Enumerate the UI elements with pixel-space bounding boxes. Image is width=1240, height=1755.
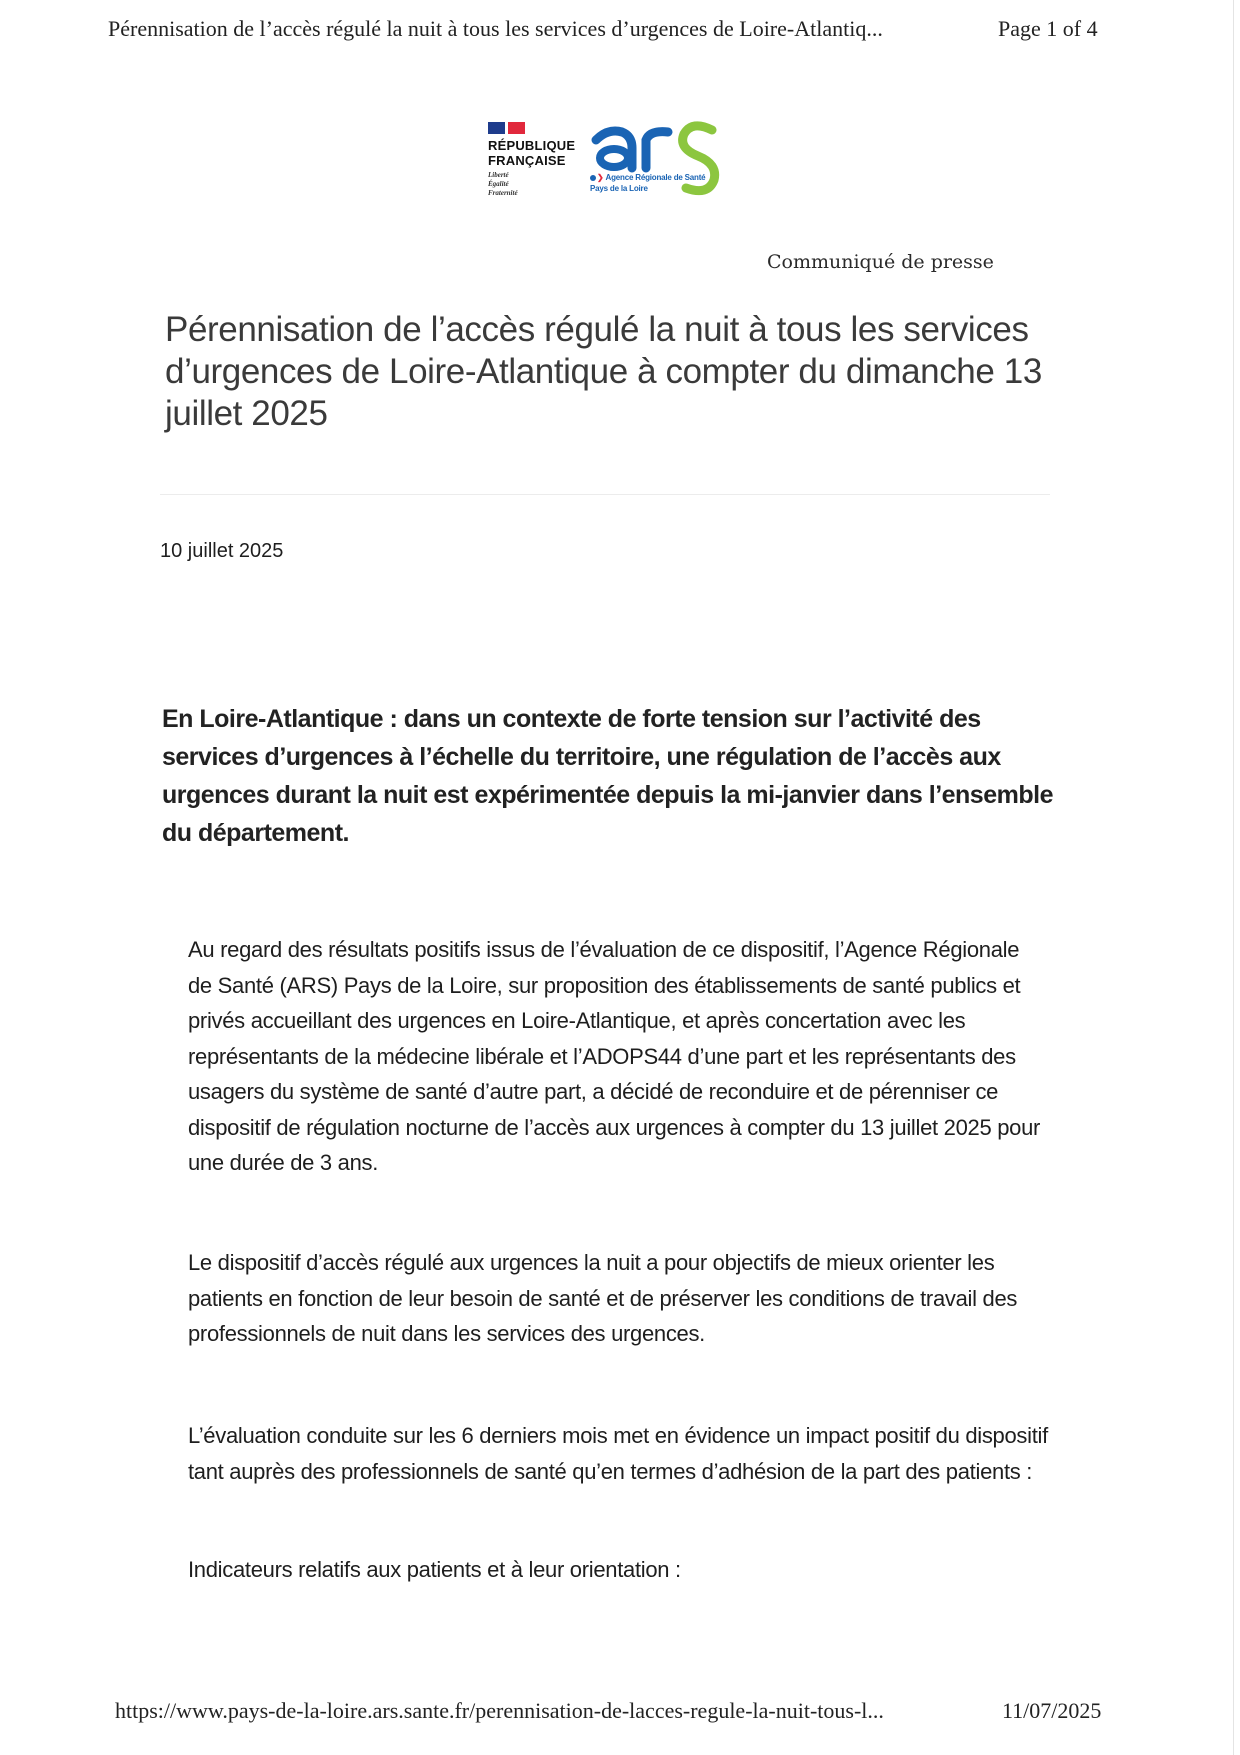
flag-red [508,122,525,134]
body-paragraph: Le dispositif d’accès régulé aux urgences la nuit a pour objectifs de mieux orienter les patients en fonction de leur besoin de santé et de préserver les conditions de travail des professionnels de nuit dans les services des urgences. [188,1250,1018,1346]
source-url[interactable]: https://www.pays-de-la-loire.ars.sante.fr/perennisation-de-lacces-regule-la-nuit-tous-l... [115,1698,884,1723]
page-title: Pérennisation de l’accès régulé la nuit à tous les services d’urgences de Loire-Atlantique à compter du dimanche 13 juillet 2025 [165,310,1042,433]
ars-logo-icon [588,118,748,208]
print-header-title: Pérennisation de l’accès régulé la nuit à tous les services d’urgences de Loire-Atlantiq... [108,16,883,41]
page-indicator: Page 1 of 4 [998,16,1098,41]
body-paragraph: L’évaluation conduite sur les 6 derniers mois met en évidence un impact positif du dispositif tant auprès des professionnels de santé qu’en termes d’adhésion de la part des patients : [188,1423,1048,1484]
ars-chevron-icon: ❯ [597,173,604,182]
ars-logo [588,118,748,208]
publication-date: 10 juillet 2025 [160,540,284,562]
motto-egalite: Égalité [488,180,509,188]
press-release-label: Communiqué de presse [767,251,994,273]
body-paragraph: Au regard des résultats positifs issus de l’évaluation de ce dispositif, l’Agence Régionale de Santé (ARS) Pays de la Loire, sur proposition des établissements de santé publics et privés accueillant des urgences en Loire-Atlantique, et après concertation avec les représentants de la médecine libérale et l’ADOPS44 d’une part et les représentants des usagers du système de santé d’autre part, a décidé de reconduire et de pérenniser ce dispositif de régulation nocturne de l’accès aux urgences à compter du 13 juillet 2025 pour une durée de 3 ans. [188,937,1041,1175]
republique-line2: FRANÇAISE [488,153,566,168]
motto-fraternite: Fraternité [488,189,518,197]
republique-line1: RÉPUBLIQUE [488,138,576,153]
ars-dot-icon [590,175,596,181]
print-footer [115,1698,1135,1724]
lead-paragraph: En Loire-Atlantique : dans un contexte de forte tension sur l’activité des services d’urgences à l’échelle du territoire, une régulation de l’accès aux urgences durant la nuit est expérimentée depuis la mi-janvier dans l’ensemble du département. [162,705,1053,847]
flag-blue [488,122,505,134]
print-date: 11/07/2025 [1002,1698,1102,1723]
logo-block [488,118,748,208]
marianne-flag-icon [488,122,588,134]
print-header [108,16,1108,42]
ars-subtitle-line2: Pays de la Loire [590,184,648,193]
motto-liberte: Liberté [488,171,509,179]
page-edge-line [1233,0,1234,1755]
republique-name [488,138,588,168]
section-intro: Indicateurs relatifs aux patients et à leur orientation : [188,1557,681,1582]
ars-subtitle [590,172,705,194]
title-divider [160,494,1050,495]
republique-francaise-logo [488,122,588,198]
republique-motto [488,171,588,198]
ars-subtitle-line1: Agence Régionale de Santé [605,173,706,182]
